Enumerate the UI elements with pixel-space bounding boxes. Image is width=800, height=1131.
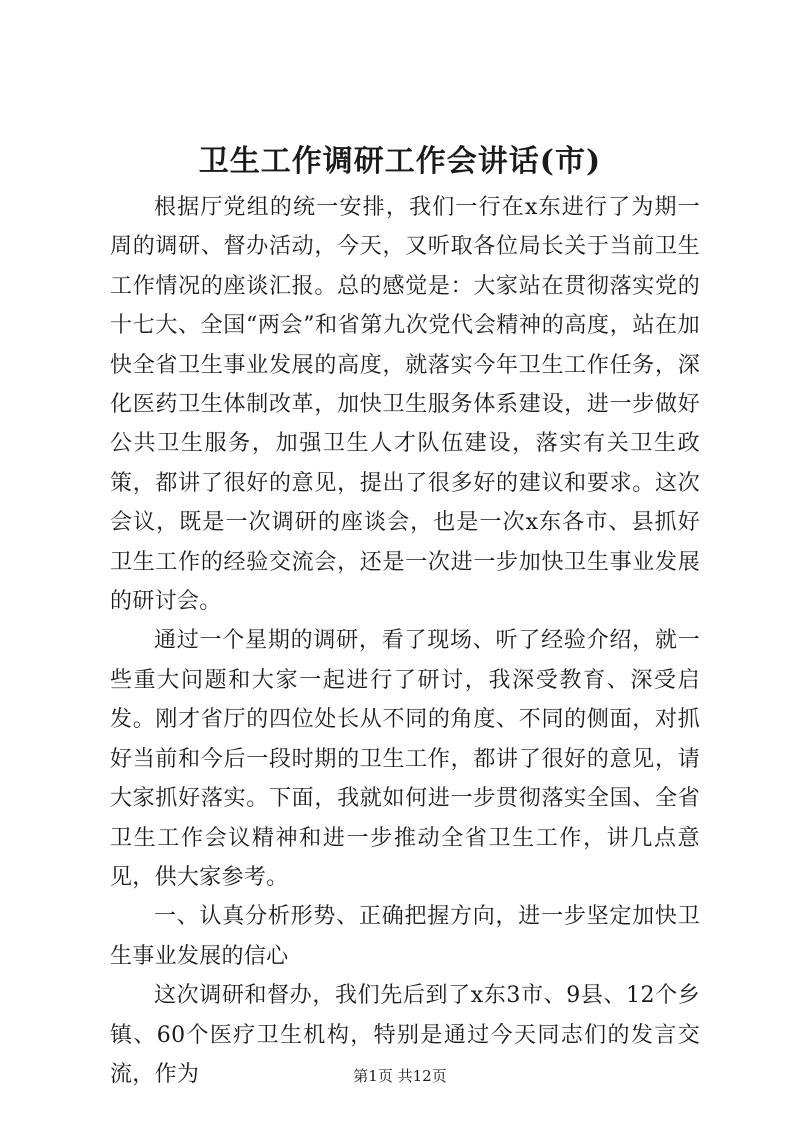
paragraph-3: 这次调研和督办，我们先后到了x东3市、9县、12个乡镇、60个医疗卫生机构，特别是通过今天同志们的发言交流，作为 <box>110 983 700 1087</box>
paragraph-2: 通过一个星期的调研，看了现场、听了经验介绍，就一些重大问题和大家一起进行了研讨，我深受教育、深受启发。刚才省厅的四位处长从不同的角度、不同的侧面，对抓好当前和今后一段时期的卫生工作，都讲了很好的意见，请大家抓好落实。下面，我就如何进一步贯彻落实全国、全省卫生工作会议精神和进一步推动全省卫生工作，讲几点意见，供大家参考。 <box>110 628 700 890</box>
page-number-footer: 第1页 共12页 <box>353 1067 447 1085</box>
document-title: 卫生工作调研工作会讲话(市) <box>198 144 602 179</box>
paragraph-1: 根据厅党组的统一安排，我们一行在x东进行了为期一周的调研、督办活动，今天，又听取各位局长关于当前卫生工作情况的座谈汇报。总的感觉是：大家站在贯彻落实党的十七大、全国“两会”和省第九次党代会精神的高度，站在加快全省卫生事业发展的高度，就落实今年卫生工作任务，深化医药卫生体制改革，加快卫生服务体系建设，进一步做好公共卫生服务，加强卫生人才队伍建设，落实有关卫生政策，都讲了很好的意见，提出了很多好的建议和要求。这次会议，既是一次调研的座谈会，也是一次x东各市、县抓好卫生工作的经验交流会，还是一次进一步加快卫生事业发展的研讨会。 <box>110 195 700 615</box>
section-heading-1: 一、认真分析形势、正确把握方向，进一步坚定加快卫生事业发展的信心 <box>110 904 700 969</box>
document-body <box>110 188 700 1094</box>
